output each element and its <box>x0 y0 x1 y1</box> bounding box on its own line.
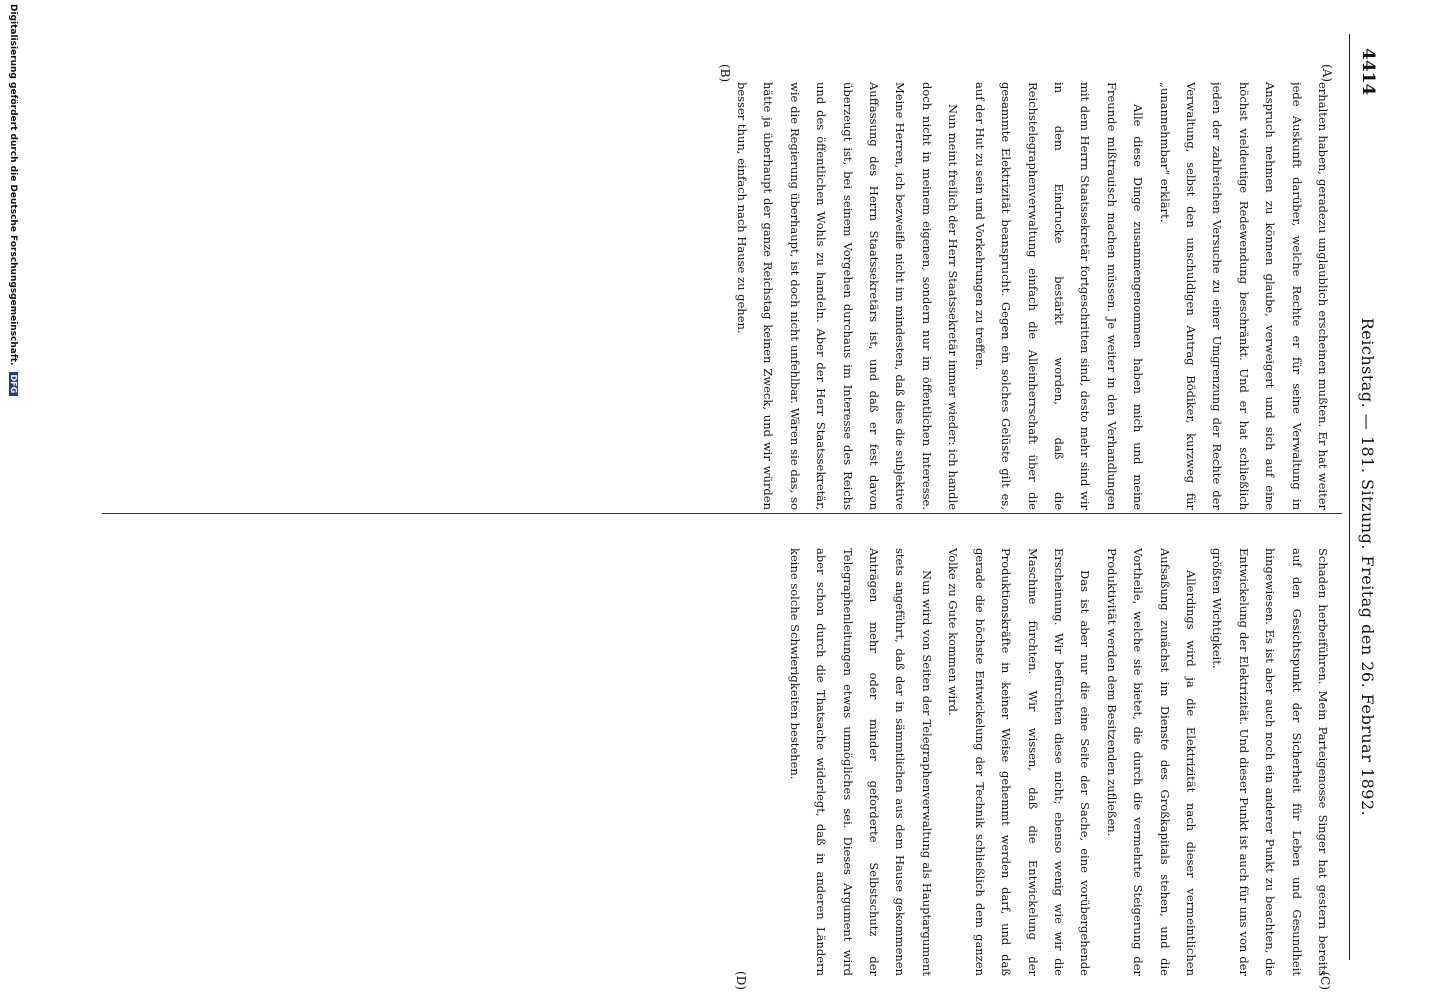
page-number: 4414 <box>1358 48 1378 96</box>
credit-text: Digitalisierung gefördert durch die Deutsche Forschungsgemeinschaft. <box>8 4 18 366</box>
paragraph: Nun wird von Seiten der Telegraphenverwaltung als Hauptargument stets angeführt, daß der in sämmtlichen aus dem Hause gekommenen Anträgen mehr oder minder geforderte Selbstschutz der Telegraphenleitungen etwas unmögliches sei. Dieses Argument wird aber schon durch die Thatsache widerlegt, daß in anderen Ländern keine solche Schwierigkeiten bestehen. <box>787 548 934 976</box>
paragraph: Allerdings wird ja die Elektrizität nach dieser vermeintlichen Aufsaßung zunächst im Dienste des Großkapitals stehen, und die Vortheile, welche sie bietet, die durch die vermehrte Steigerung der Produktivität werden dem Besitzenden zufließen. <box>1104 548 1198 976</box>
paragraph: erhalten haben, geradezu unglaublich erscheinen mußten. Er hat weiter jede Auskunft darüber, welche Rechte er für seine Verwaltung in Anspruch nehmen zu können glaube, verweigert und sich auf eine höchst vieldeutige Redewendung beschränkt. Und er hat schließlich jeden der zahlreichen Versuche zu einer Umgrenzung der Rechte der Verwaltung, selbst den unschuldigen Antrag Bödiker, kurzweg für „unannehmbar“ erklärt. <box>1157 82 1330 510</box>
paragraph: Nun meint freilich der Herr Staatssekretär immer wieder: ich handle doch nicht in meinem eigenen, sondern nur im öffentlichen Interesse. Meine Herren, ich bezweifle nicht im mindesten, daß dies die subjektive Auffassung des Herrn Staatssekretärs ist, und daß er fest davon überzeugt ist, bei seinem Vorgehen durchaus im Interesse des Reichs und des öffentlichen Wohls zu handeln. Aber der Herr Staatssekretär, wie die Regierung überhaupt, ist doch nicht unfehlbar. Wären sie das, so hätte ja überhaupt der ganze Reichstag keinen Zweck, und wir würden besser thun, einfach nach Hause zu gehen. <box>735 82 961 510</box>
margin-mark-c: (C) <box>1318 971 1332 990</box>
column-divider <box>102 513 1342 514</box>
margin-mark-a: (A) <box>1320 64 1334 83</box>
dfg-logo: DFG <box>9 372 18 397</box>
running-title: Reichstag. — 181. Sitzung. Freitag den 26. Februar 1892. <box>1358 317 1377 817</box>
paragraph: Das ist aber nur die eine Seite der Sache, eine vorübergehende Erscheinung. Wir befürchten diese nicht; ebenso wenig wie wir die Maschine fürchten. Wir wissen, daß die Entwickelung der Produktionskräfte in keiner Weise gehemmt werden darf, und daß gerade die höchste Entwickelung der Technik schließlich dem ganzen Volke zu Gute kommen wird. <box>946 548 1093 976</box>
paragraph: Schaden herbeiführen. Mein Parteigenosse Singer hat gestern bereits auf den Gesichtspunkt der Sicherheit für Leben und Gesundheit hingewiesen. Es ist aber auch noch ein anderer Punkt zu beachten, die Entwickelung der Elektrizität. Und dieser Punkt ist auch für uns von der größten Wichtigkeit. <box>1210 548 1330 976</box>
digitization-credit <box>8 4 18 396</box>
margin-mark-b: (B) <box>718 64 732 83</box>
page-header <box>1349 34 1380 960</box>
paragraph: Alle diese Dinge zusammengenommen haben mich und meine Freunde mißtrauisch machen müssen. Je weiter in den Verhandlungen mit dem Herrn Staatssekretär fortgeschritten sind, desto mehr sind wir in dem Eindrucke bestärkt worden, daß die Reichstelegraphenverwaltung einfach die Alleinherrschaft über die gesammte Elektrizität beansprucht. Gegen ein solches Gelüste gilt es, auf der Hut zu sein und Vorkehrungen zu treffen. <box>972 82 1146 510</box>
right-column <box>26 548 1336 976</box>
left-column <box>6 82 1336 510</box>
margin-mark-d: (D) <box>734 971 748 990</box>
